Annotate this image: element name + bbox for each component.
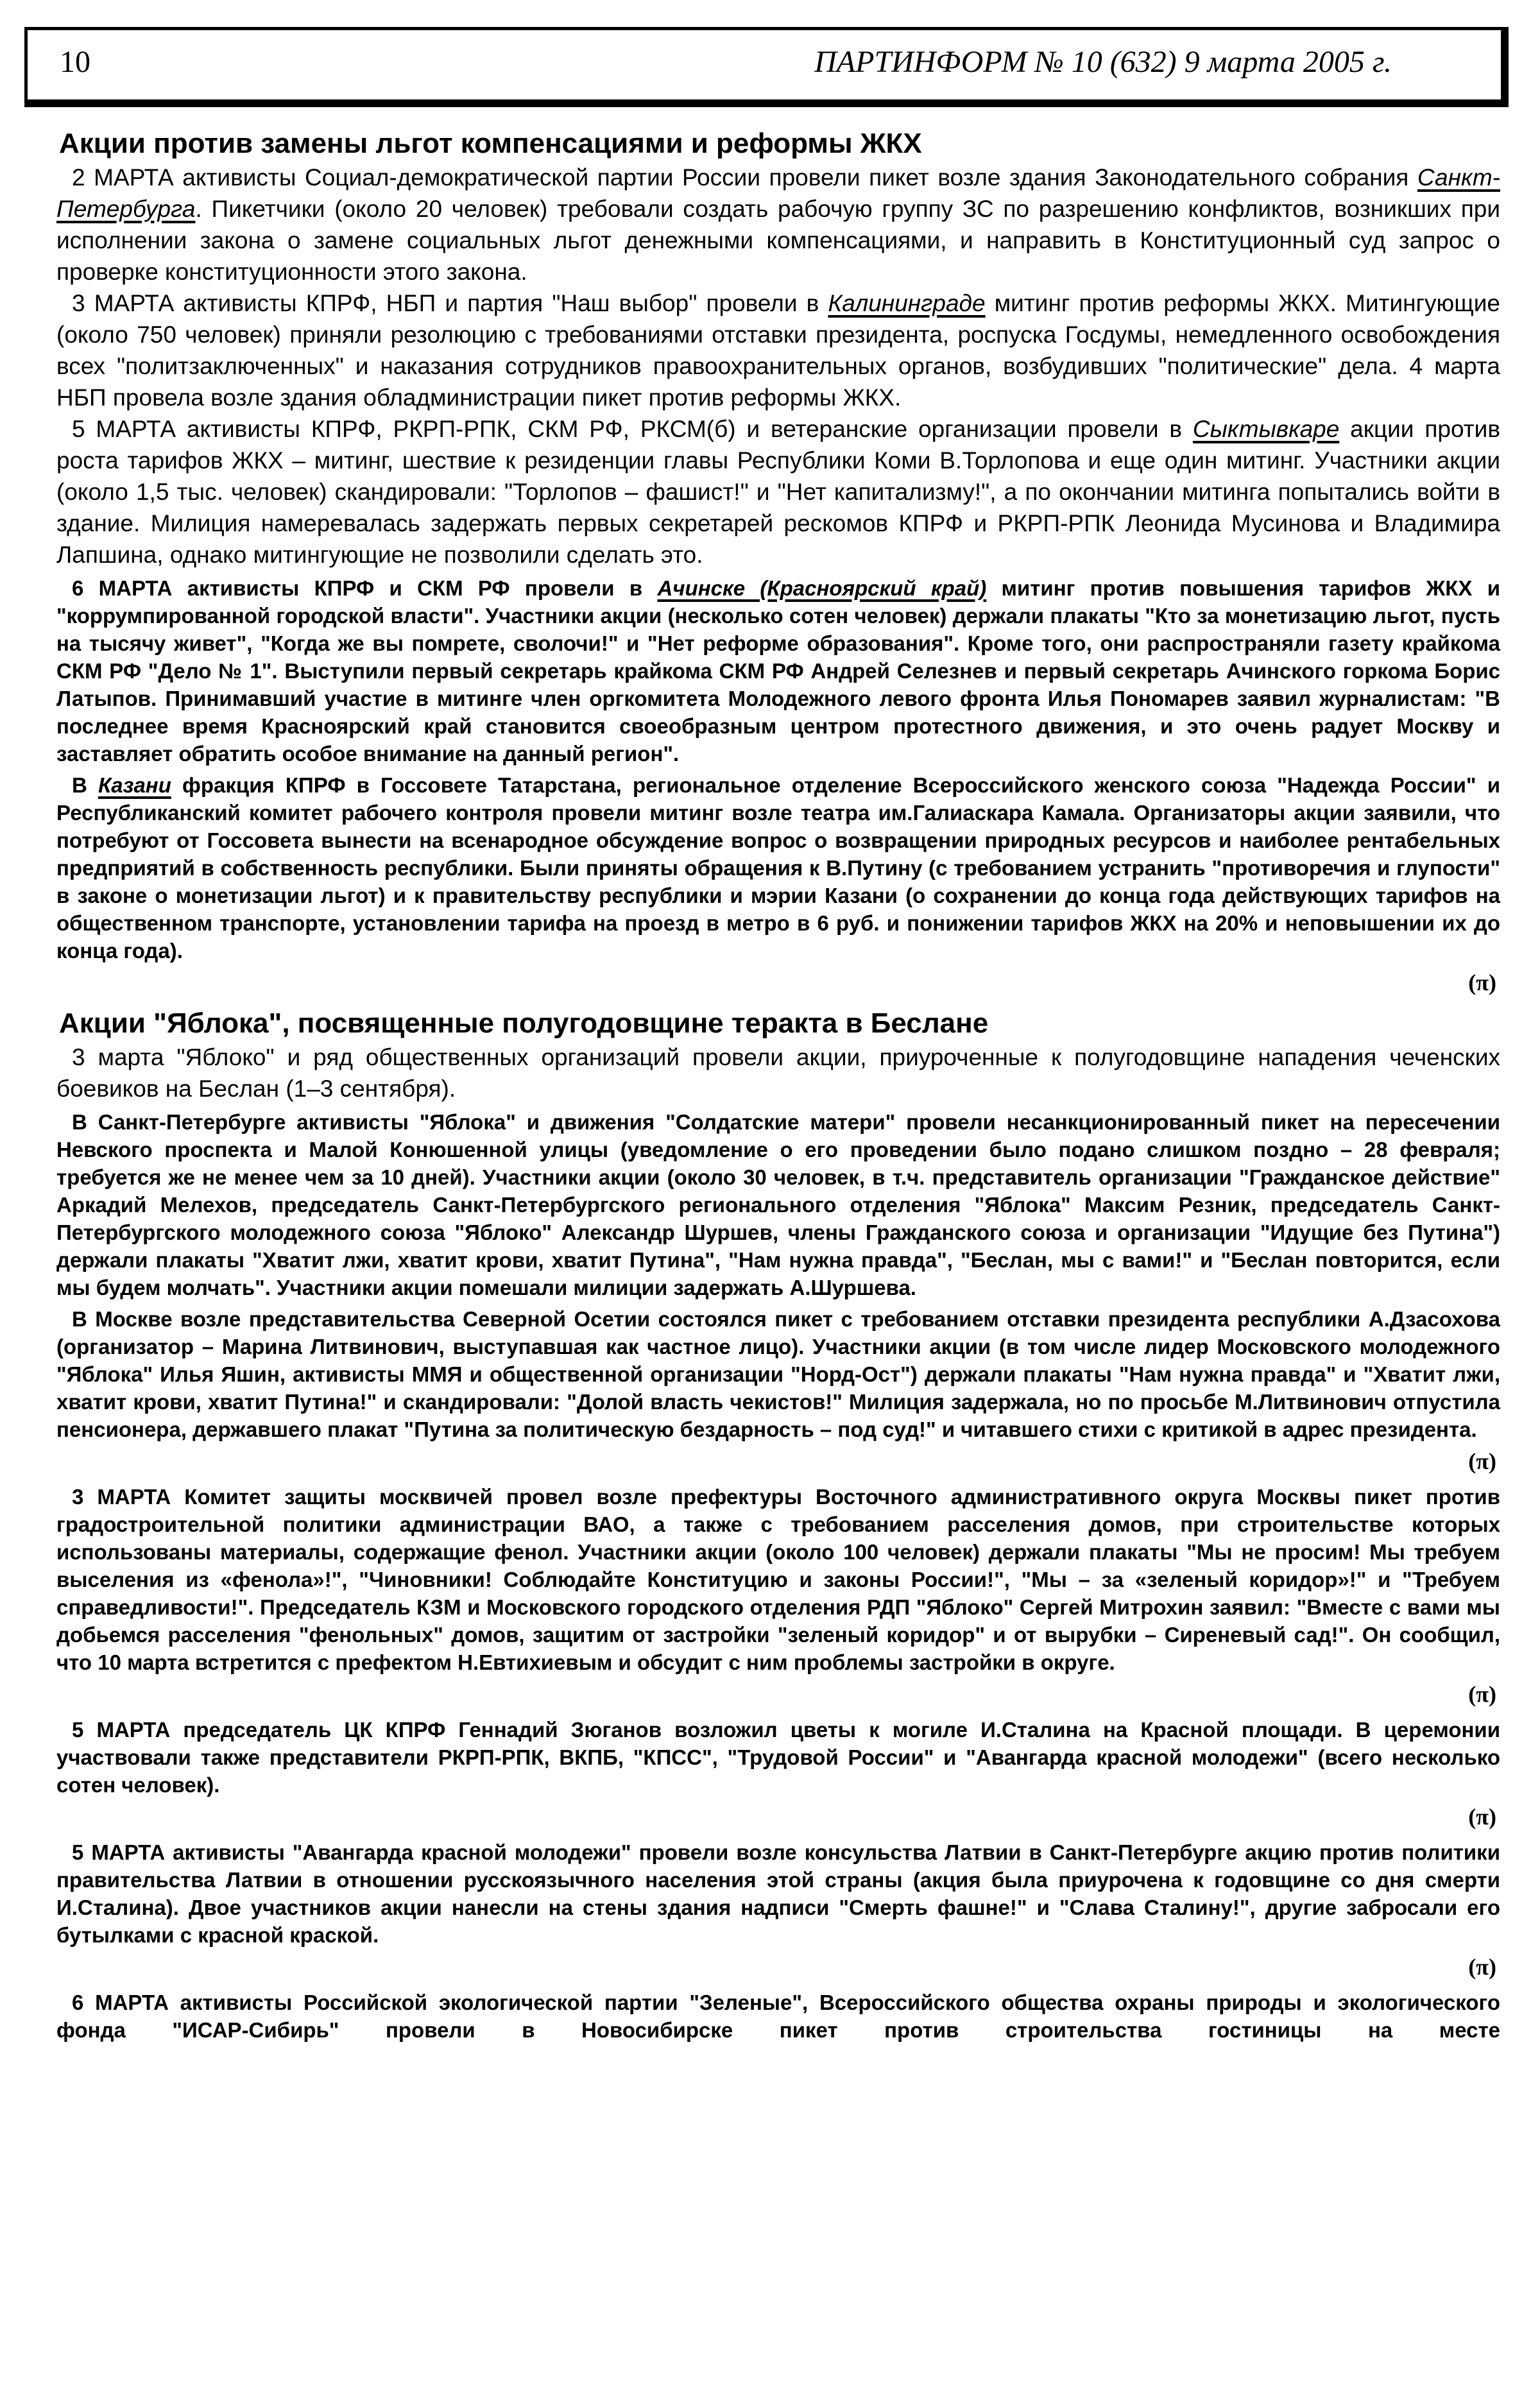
- source-mark: (π): [1468, 970, 1496, 995]
- paragraph: 5 МАРТА активисты "Авангарда красной молодежи" провели возле консульства Латвии в Санкт-Петербурге акцию против политики правительства Латвии в отношении русскоязычного населения этой страны (акция была приурочена к годовщине со дня смерти И.Сталина). Двое участников акции нанесли на стены здания надписи "Смерть фашне!" и "Слава Сталину!", другие забросали его бутылками с красной краской.: [56, 1840, 1500, 1947]
- text: 2 МАРТА активисты Социал-демократической партии России провели пикет возле здания Законодательного собрания: [72, 164, 1417, 191]
- place-link[interactable]: Казани: [98, 773, 171, 797]
- place-link[interactable]: Ачинске (Красноярский край): [657, 576, 987, 600]
- paragraph: [56, 771, 1500, 964]
- text: митинг против реформы ЖКХ. Митингующие (около 750 человек) приняли резолюцию с требованиями отставки президента, роспуска Госдумы, немедленного освобождения всех "политзаключенных" и наказания сотрудников правоохранительных органов, возбудивших "политические" дела. 4 марта НБП провела возле здания обладминистрации пикет против реформы ЖКХ.: [56, 290, 1500, 411]
- source-mark: (π): [1468, 1448, 1496, 1474]
- paragraph: 6 МАРТА активисты Российской экологической партии "Зеленые", Всероссийского общества охраны природы и экологического фонда "ИСАР-Сибирь" провели в Новосибирске пикет против строительства гостиницы на месте: [56, 1991, 1500, 2042]
- paragraph: В Москве возле представительства Северной Осетии состоялся пикет с требованием отставки президента республики А.Дзасохова (организатор – Марина Литвинович, выступавшая как частное лицо). Участники акции (в том числе лидер Московского молодежного "Яблока" Илья Яшин, активисты ММЯ и общественной организации "Норд-Ост") держали плакаты "Нам нужна правда" и "Хватит лжи, хватит крови, хватит Путина!" и скандировали: "Долой власть чекистов!" Милиция задержала, но по просьбе М.Литвинович отпустила пенсионера, державшего плакат "Путина за политическую бездарность – под суд!" и читавшего стихи с критикой в адрес президента.: [56, 1307, 1500, 1441]
- paragraph: [56, 413, 1500, 570]
- issue-title: ПАРТИНФОРМ № 10 (632) 9 марта 2005 г.: [814, 45, 1392, 79]
- paragraph: 3 МАРТА Комитет защиты москвичей провел возле префектуры Восточного административного округа Москвы пикет против градостроительной политики администрации ВАО, а также с требованием расселения домов, при строительстве которых использованы материалы, содержащие фенол. Участники акции (около 100 человек) держали плакаты "Мы не просим! Мы требуем выселения из «фенола»!", "Чиновники! Соблюдайте Конституцию и законы России!", "Мы – за «зеленый коридор»!" и "Требуем справедливости!". Председатель КЗМ и Московского городского отделения РДП "Яблоко" Сергей Митрохин заявил: "Вместе с вами мы добьемся расселения "фенольных" домов, защитим от застройки "зеленый коридор" и от вырубки – Сиреневый сад!". Он сообщил, что 10 марта встретится с префектом Н.Евтихиевым и обсудит с ним проблемы застройки в округе.: [56, 1485, 1500, 1674]
- paragraph: 5 МАРТА председатель ЦК КПРФ Геннадий Зюганов возложил цветы к могиле И.Сталина на Красной площади. В церемонии участвовали также представители РКРП-РПК, ВКПБ, "КПСС", "Трудовой России" и "Авангарда красной молодежи" (всего несколько сотен человек).: [56, 1718, 1500, 1797]
- section-heading-benefits: Акции против замены льгот компенсациями и реформы ЖКХ: [59, 128, 922, 159]
- section-heading-beslan: Акции "Яблока", посвященные полугодовщине теракта в Беслане: [59, 1007, 989, 1039]
- place-link[interactable]: Сыктывкаре: [1192, 416, 1340, 442]
- article-content: [56, 126, 1500, 2044]
- text: 3 МАРТА активисты КПРФ, НБП и партия "Наш выбор" провели в: [72, 290, 828, 316]
- source-mark: (π): [1468, 1681, 1496, 1707]
- text: митинг против повышения тарифов ЖКХ и "коррумпированной городской власти". Участники акции (несколько сотен человек) держали плакаты "Кто за монетизацию льгот, пусть на тысячу живет", "Когда же вы помрете, сволочи!" и "Нет реформе образования". Кроме того, они распространяли газету крайкома СКМ РФ "Дело № 1". Выступили первый секретарь крайкома СКМ РФ Андрей Селезнев и первый секретарь Ачинского горкома Борис Латыпов. Принимавший участие в митинге член оргкомитета Молодежного левого фронта Илья Пономарев заявил журналистам: "В последнее время Красноярский край становится своеобразным центром протестного движения, и это очень радует Москву и заставляет обратить особое внимание на данный регион".: [56, 576, 1500, 766]
- page-header: [24, 27, 1509, 107]
- place-link[interactable]: Санкт-Петербурга: [56, 164, 1500, 222]
- source-mark: (π): [1468, 1804, 1496, 1829]
- text: В: [72, 773, 98, 797]
- text: фракция КПРФ в Госсовете Татарстана, региональное отделение Всероссийского женского союза "Надежда России" и Республиканский комитет рабочего контроля провели митинг возле театра им.Галиаскара Камала. Организаторы акции заявили, что потребуют от Госсовета вынести на всенародное обсуждение вопрос о возвращении природных ресурсов и наиболее рентабельных предприятий в собственность республики. Были приняты обращения к В.Путину (с требованием устранить "противоречия и глупости" в законе о монетизации льгот) и к правительству республики и мэрии Казани (о сохранении до конца года действующих тарифов на общественном транспорте, установлении тарифа на проезд в метро в 6 руб. и понижении тарифов ЖКХ на 20% и неповышении их до конца года).: [56, 773, 1500, 963]
- text: . Пикетчики (около 20 человек) требовали создать рабочую группу ЗС по разрешению конфликтов, возникших при исполнении закона о замене социальных льгот денежными компенсациями, и направить в Конституционный суд запрос о проверке конституционности этого закона.: [56, 196, 1500, 285]
- paragraph: [56, 287, 1500, 413]
- page-number: 10: [60, 45, 90, 79]
- place-link[interactable]: Калининграде: [828, 290, 986, 316]
- paragraph: [56, 162, 1500, 287]
- paragraph: 3 марта "Яблоко" и ряд общественных организаций провели акции, приуроченные к полугодовщине нападения чеченских боевиков на Беслан (1–3 сентября).: [56, 1044, 1500, 1102]
- text: акции против роста тарифов ЖКХ – митинг, шествие к резиденции главы Республики Коми В.Торлопова и еще один митинг. Участники акции (около 1,5 тыс. человек) скандировали: "Торлопов – фашист!" и "Нет капитализму!", а по окончании митинга попытались войти в здание. Милиция намеревалась задержать первых секретарей рескомов КПРФ и РКРП-РПК Леонида Мусинова и Владимира Лапшина, однако митингующие не позволили сделать это.: [56, 416, 1500, 568]
- paragraph: [56, 574, 1500, 767]
- text: 5 МАРТА активисты КПРФ, РКРП-РПК, СКМ РФ, РКСМ(б) и ветеранские организации провели в: [72, 416, 1193, 442]
- paragraph: В Санкт-Петербурге активисты "Яблока" и движения "Солдатские матери" провели несанкционированный пикет на пересечении Невского проспекта и Малой Конюшенной улицы (уведомление о его проведении было подано слишком поздно – 28 февраля; требуется же не менее чем за 10 дней). Участники акции (около 30 человек, в т.ч. представитель организации "Гражданское действие" Аркадий Мелехов, председатель Санкт-Петербургского регионального отделения "Яблока" Максим Резник, председатель Санкт-Петербургского молодежного союза "Яблоко" Александр Шуршев, члены Гражданского союза и организации "Идущие без Путина") держали плакаты "Хватит лжи, хватит крови, хватит Путина", "Нам нужна правда", "Беслан, мы с вами!" и "Беслан повторится, если мы будем молчать". Участники акции помешали милиции задержать А.Шуршева.: [56, 1110, 1500, 1299]
- source-mark: (π): [1468, 1954, 1496, 1980]
- text: 6 МАРТА активисты КПРФ и СКМ РФ провели в: [72, 576, 658, 600]
